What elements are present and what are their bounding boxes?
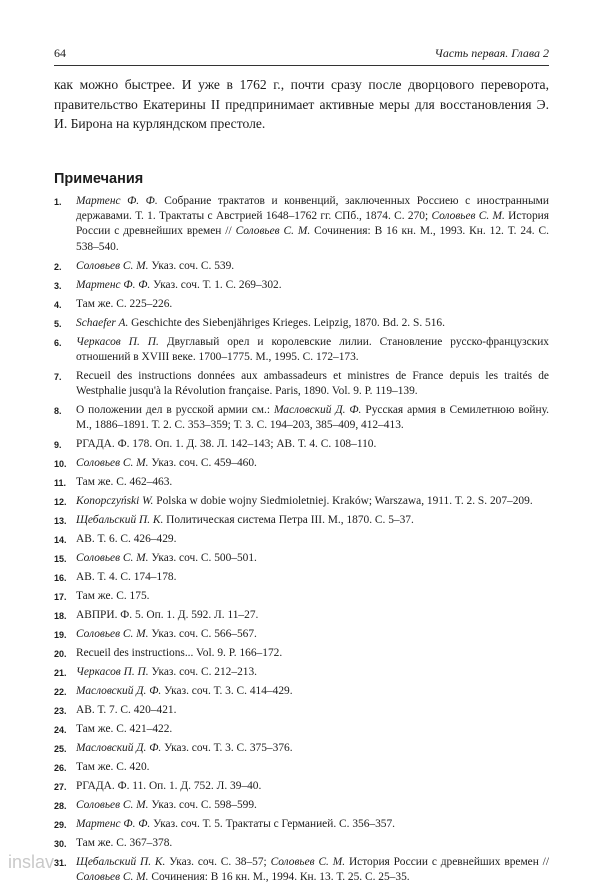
note-author: Масловский Д. Ф. (76, 742, 162, 755)
note-item (54, 369, 549, 399)
note-item (54, 817, 549, 832)
note-item (54, 259, 549, 274)
note-author: Соловьев С. М. (76, 871, 149, 884)
page-number: 64 (54, 46, 66, 60)
running-head: Часть первая. Глава 2 (434, 46, 549, 60)
note-number: 27. (54, 782, 67, 793)
note-text: Указ. соч. Т. 1. С. 269–302. (150, 278, 282, 291)
note-text: Собрание трактатов и конвенций, заключенных Россиею с иностранными державами. Т. 1. Трактаты с Австрией 1648–1762 гг. СПб., 1874. С. 270; (76, 195, 549, 223)
note-text: Политическая система Петра III. М., 1870. С. 5–37. (163, 514, 414, 527)
note-item (54, 665, 549, 680)
note-text: Указ. соч. С. 459–460. (148, 457, 257, 470)
note-text: Recueil des instructions données aux ambassadeurs et ministres de France depuis les traités de Westphalie jusqu'à la Révolution française. Paris, 1890. Vol. 9. P. 119–139. (76, 369, 549, 398)
note-number: 12. (54, 497, 67, 508)
note-number: 20. (54, 649, 67, 660)
note-number: 18. (54, 611, 67, 622)
note-text: Там же. С. 225–226. (76, 297, 173, 310)
note-item (54, 608, 549, 623)
note-author: Соловьев С. М. (235, 225, 311, 238)
note-text: АВ. Т. 4. С. 174–178. (76, 571, 177, 584)
note-number: 23. (54, 706, 67, 717)
note-author: Соловьев С. М. (431, 210, 505, 223)
note-text: Recueil des instructions... Vol. 9. P. 166–172. (76, 647, 283, 660)
note-text: РГАДА. Ф. 11. Оп. 1. Д. 752. Л. 39–40. (76, 780, 262, 793)
note-item (54, 855, 549, 885)
note-number: 14. (54, 535, 67, 546)
note-number: 22. (54, 687, 67, 698)
note-number: 15. (54, 554, 67, 565)
note-number: 11. (54, 478, 67, 489)
notes-heading: Примечания (54, 171, 144, 187)
note-item (54, 513, 549, 528)
note-text: Там же. С. 367–378. (76, 837, 173, 850)
note-author: Мартенс Ф. Ф. (76, 818, 151, 831)
note-number: 4. (54, 299, 62, 310)
note-author: Соловьев С. М. (270, 856, 346, 869)
note-author: Щебальский П. К. (76, 856, 166, 869)
body-paragraph: как можно быстрее. И уже в 1762 г., почти сразу после дворцового переворота, правительство Екатерины II предпринимает активные меры для восстановления Э. И. Бирона на курляндском престоле. (54, 77, 549, 131)
note-item (54, 335, 549, 365)
note-text: Указ. соч. Т. 3. С. 414–429. (161, 685, 293, 698)
notes-list (54, 194, 549, 889)
note-author: Schaefer A. (76, 316, 129, 329)
note-text: Geschichte des Siebenjähriges Krieges. Leipzig, 1870. Bd. 2. S. 516. (128, 316, 445, 329)
note-text: Указ. соч. С. 598–599. (148, 799, 257, 812)
note-number: 28. (54, 801, 67, 812)
note-text: АВПРИ. Ф. 5. Оп. 1. Д. 592. Л. 11–27. (76, 609, 259, 622)
note-number: 13. (54, 516, 67, 527)
note-text: Указ. соч. С. 566–567. (148, 628, 257, 641)
note-number: 29. (54, 820, 67, 831)
note-item (54, 437, 549, 452)
note-text: Сочинения: В 16 кн. М., 1994. Кн. 13. Т. 25. С. 25–35. (148, 871, 410, 884)
page-header (54, 44, 549, 62)
note-author: Konopczyński W. (76, 495, 154, 508)
note-item (54, 316, 549, 331)
note-number: 3. (54, 280, 62, 291)
note-author: Соловьев С. М. (76, 552, 149, 565)
note-author: Щебальский П. К. (76, 514, 164, 527)
note-item (54, 475, 549, 490)
note-item (54, 722, 549, 737)
note-item (54, 627, 549, 642)
header-rule (54, 65, 549, 66)
note-text: Там же. С. 175. (76, 590, 150, 603)
note-number: 26. (54, 763, 67, 774)
note-text: О положении дел в русской армии см.: (76, 404, 274, 417)
note-item (54, 836, 549, 851)
note-author: Мартенс Ф. Ф. (76, 195, 158, 207)
note-item (54, 494, 549, 509)
note-text: Русская армия в Семилетнюю войну. М., 1886–1891. Т. 2. С. 353–359; Т. 3. С. 194–203, 385–409, 412–413. (76, 404, 549, 432)
note-number: 7. (54, 371, 62, 382)
note-number: 21. (54, 668, 67, 679)
note-item (54, 456, 549, 471)
note-text: Там же. С. 420. (76, 761, 150, 774)
note-number: 30. (54, 839, 67, 850)
note-number: 10. (54, 459, 67, 470)
note-item (54, 570, 549, 585)
note-text: Указ. соч. Т. 3. С. 375–376. (161, 742, 293, 755)
note-item (54, 760, 549, 775)
note-text: Двуглавый орел и королевские лилии. Становление русско-французских отношений в XVIII веке. 1700–1775. М., 1995. С. 172–173. (76, 335, 549, 363)
note-number: 19. (54, 630, 67, 641)
note-item (54, 684, 549, 699)
note-item (54, 278, 549, 293)
note-author: Соловьев С. М. (76, 259, 149, 272)
note-author: Мартенс Ф. Ф. (76, 278, 151, 291)
note-number: 1. (54, 197, 62, 207)
note-number: 31. (54, 858, 67, 869)
note-text: Указ. соч. С. 38–57; (165, 856, 271, 869)
note-item (54, 532, 549, 547)
note-text: Указ. соч. Т. 5. Трактаты с Германией. С. 356–357. (150, 818, 396, 831)
note-text: Polska w dobie wojny Siedmioletniej. Kraków; Warszawa, 1911. T. 2. S. 207–209. (153, 495, 533, 508)
note-author: Соловьев С. М. (76, 628, 149, 641)
note-author: Черкасов П. П. (76, 666, 149, 679)
note-text: Указ. соч. С. 500–501. (148, 552, 257, 565)
note-item (54, 589, 549, 604)
note-text: РГАДА. Ф. 178. Оп. 1. Д. 38. Л. 142–143; АВ. Т. 4. С. 108–110. (76, 438, 377, 451)
note-number: 17. (54, 592, 67, 603)
note-author: Соловьев С. М. (76, 799, 149, 812)
note-text: История России с древнейших времен // (345, 856, 549, 869)
note-text: История России с древнейших времен // (76, 210, 549, 238)
note-text: Там же. С. 462–463. (76, 476, 173, 489)
watermark: inslav (8, 852, 55, 872)
note-item (54, 779, 549, 794)
note-number: 25. (54, 744, 67, 755)
note-item (54, 741, 549, 756)
note-number: 2. (54, 261, 62, 272)
note-number: 9. (54, 440, 62, 451)
note-text: АВ. Т. 6. С. 426–429. (76, 533, 177, 546)
note-number: 6. (54, 337, 62, 348)
note-item (54, 551, 549, 566)
note-item (54, 798, 549, 813)
note-item (54, 297, 549, 312)
note-item (54, 703, 549, 718)
note-text: Там же. С. 421–422. (76, 723, 173, 736)
note-item (54, 403, 549, 433)
note-text: Указ. соч. С. 539. (148, 259, 235, 272)
note-text: АВ. Т. 7. С. 420–421. (76, 704, 177, 717)
note-text: Сочинения: В 16 кн. М., 1993. Кн. 12. Т. 24. С. 538–540. (76, 225, 549, 253)
note-author: Масловский Д. Ф. (273, 404, 362, 417)
note-author: Черкасов П. П. (76, 335, 159, 348)
note-number: 8. (54, 406, 62, 417)
note-author: Масловский Д. Ф. (76, 685, 162, 698)
note-number: 16. (54, 573, 67, 584)
note-item (54, 194, 549, 255)
note-text: Указ. соч. С. 212–213. (148, 666, 258, 679)
note-author: Соловьев С. М. (76, 457, 149, 470)
note-number: 24. (54, 725, 67, 736)
note-item (54, 646, 549, 661)
note-number: 5. (54, 318, 62, 329)
